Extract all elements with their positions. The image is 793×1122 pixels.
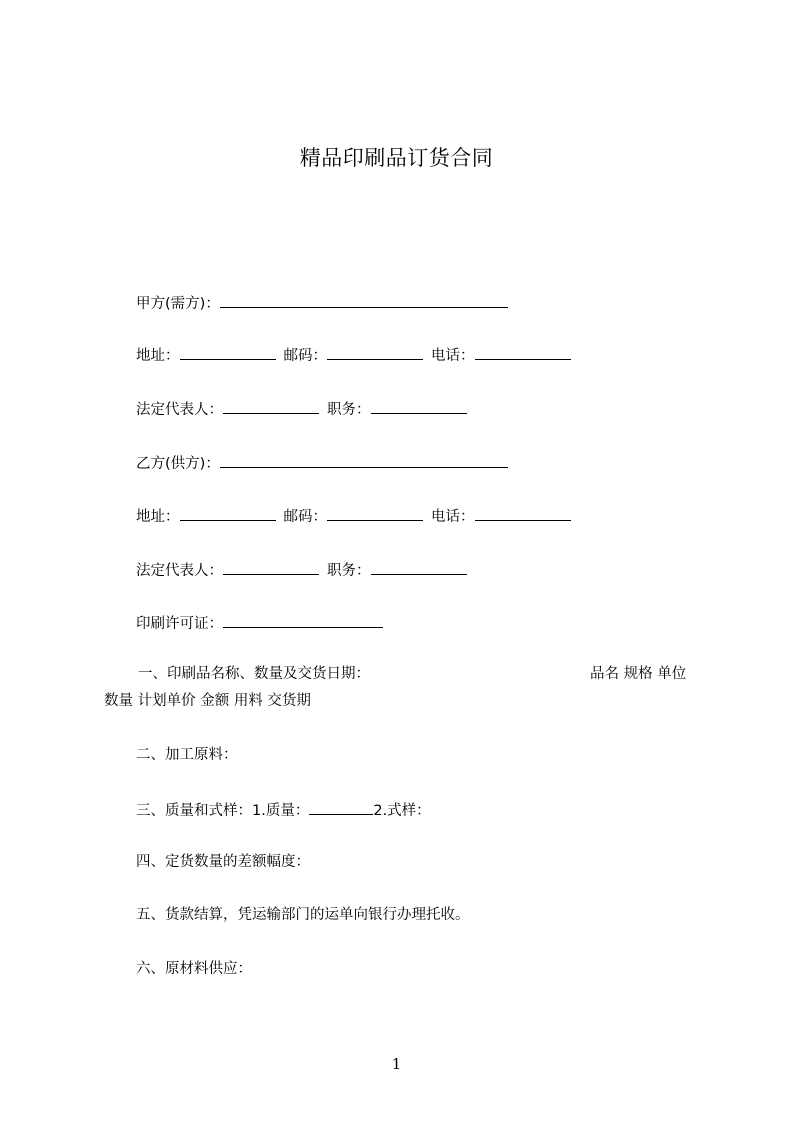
section-4-heading: 四、定货数量的差额幅度：	[136, 854, 310, 870]
license-blank[interactable]	[223, 612, 383, 628]
party-b-rep-label: 法定代表人：	[136, 563, 223, 579]
section-6-heading: 六、原材料供应：	[136, 961, 252, 977]
party-a-postcode-label: 邮码：	[283, 348, 327, 364]
section-1-columns-b: 数量 计划单价 金额 用料 交货期	[104, 693, 311, 709]
section-3-prefix: 三、质量和式样：1.质量：	[136, 803, 310, 819]
party-b-rep-blank[interactable]	[223, 559, 319, 575]
party-a-line	[136, 292, 508, 312]
party-a-rep-label: 法定代表人：	[136, 402, 223, 418]
party-b-phone-blank[interactable]	[475, 505, 571, 521]
party-a-blank[interactable]	[220, 292, 508, 308]
party-b-line	[136, 452, 508, 472]
party-b-contact-line	[136, 505, 571, 525]
party-b-position-label: 职务：	[327, 563, 371, 579]
party-b-label: 乙方(供方)：	[136, 456, 220, 472]
party-a-phone-blank[interactable]	[475, 344, 571, 360]
party-a-label: 甲方(需方)：	[136, 296, 220, 312]
party-a-phone-label: 电话：	[431, 348, 475, 364]
party-a-rep-blank[interactable]	[223, 398, 319, 414]
party-b-address-blank[interactable]	[180, 505, 276, 521]
party-a-rep-line	[136, 398, 467, 418]
section-3-suffix: 2.式样：	[373, 803, 431, 819]
party-b-phone-label: 电话：	[431, 509, 475, 525]
license-label: 印刷许可证：	[136, 616, 223, 632]
section-5-heading: 五、货款结算，凭运输部门的运单向银行办理托收。	[136, 907, 470, 923]
party-b-postcode-label: 邮码：	[283, 509, 327, 525]
party-b-postcode-blank[interactable]	[327, 505, 423, 521]
party-b-blank[interactable]	[220, 452, 508, 468]
party-b-address-label: 地址：	[136, 509, 180, 525]
party-a-position-blank[interactable]	[371, 398, 467, 414]
page-title: 精品印刷品订货合同	[299, 146, 494, 170]
party-a-contact-line	[136, 344, 571, 364]
party-a-postcode-blank[interactable]	[327, 344, 423, 360]
section-1-columns-a: 品名 规格 单位	[590, 666, 687, 682]
section-1-heading: 一、印刷品名称、数量及交货日期：	[138, 666, 370, 682]
section-2-heading: 二、加工原料：	[136, 747, 238, 763]
section-3-line	[136, 799, 431, 819]
quality-blank[interactable]	[309, 799, 373, 815]
party-a-address-blank[interactable]	[180, 344, 276, 360]
page-number: 1	[391, 1055, 402, 1073]
party-b-rep-line	[136, 559, 467, 579]
party-b-position-blank[interactable]	[371, 559, 467, 575]
party-a-position-label: 职务：	[327, 402, 371, 418]
party-a-address-label: 地址：	[136, 348, 180, 364]
license-line	[136, 612, 383, 632]
